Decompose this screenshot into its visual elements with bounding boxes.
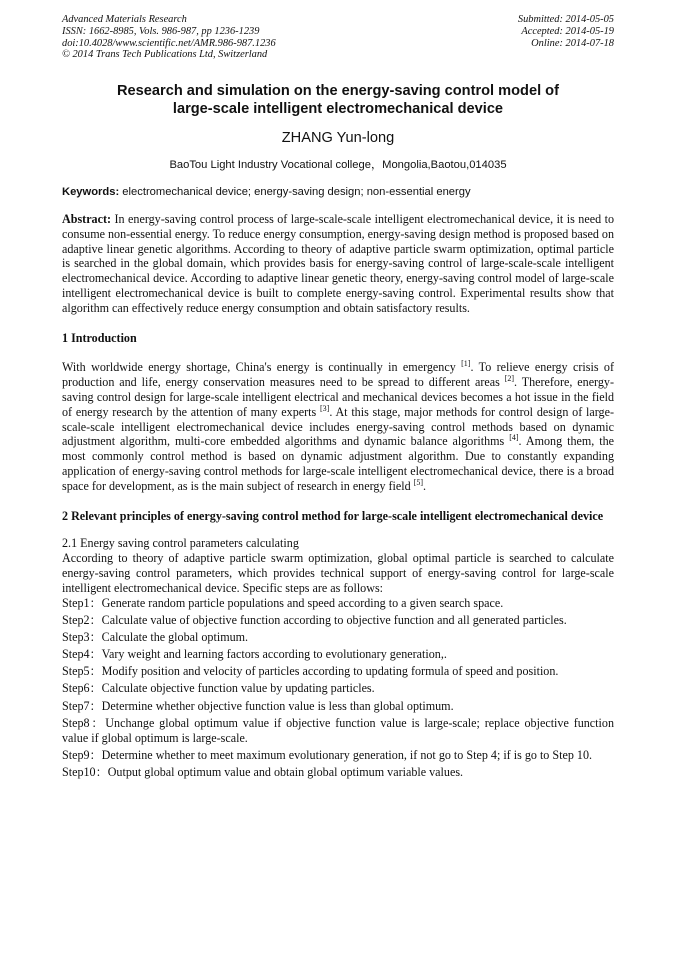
abstract-text: In energy-saving control process of large-scale-scale intelligent electromechanical device, it is need to consume non-essential energy. To reduce energy consumption, energy-saving design method is proposed based on adaptive linear genetic algorithms. According to theory of adaptive particle swarm optimization, optimal particle is searched in the global domain, which provides basis for energy-saving control of large-scale-scale intelligent electromechanical device. According to adaptive linear genetic theory, energy-saving control model of large-scale intelligent electromechanical device is built to complete energy-saving control. Experimental results show that algorithm can effectively reduce energy consumption and obtain satisfactory results.: [62, 212, 614, 315]
publication-header: [62, 14, 614, 64]
accepted-date: Accepted: 2014-05-19: [521, 25, 614, 37]
citation: [1]: [461, 359, 471, 369]
section-1-heading: 1 Introduction: [62, 330, 137, 345]
abstract-label: Abstract:: [62, 212, 112, 226]
publication-info: [62, 14, 276, 61]
publication-dates: [518, 14, 614, 49]
intro-text: With worldwide energy shortage, China's energy is continually in emergency: [62, 360, 462, 375]
step-item: Step8：Unchange global optimum value if objective function value is large-scale; replace objective function value if global optimum is large-scale.: [62, 715, 614, 745]
keywords-text: electromechanical device; energy-saving design; non-essential energy: [119, 186, 471, 198]
keywords-label: Keywords:: [62, 186, 120, 198]
author: ZHANG Yun-long: [281, 130, 395, 146]
citation: [5]: [413, 477, 424, 487]
keywords: [62, 185, 614, 199]
step-item: Step6：Calculate objective function value by updating particles.: [62, 681, 375, 696]
step-item: Step4：Vary weight and learning factors according to evolutionary generation,.: [62, 647, 447, 662]
step-item: Step2：Calculate value of objective function according to objective function and all generated particles.: [62, 612, 567, 627]
intro-text: . Therefore, energy-saving control design for large-scale intelligent electrical and mechanical devices becomes a hot issue in the field of energy research by the attention of many experts: [62, 375, 614, 419]
subsection-2-1-intro: According to theory of adaptive particle swarm optimization, global optimal particle is searched to calculate energy-saving control parameters, which provides technical support of energy-saving control for large-scale intelligent electromechanical device. Specific steps are as follows:: [62, 551, 614, 595]
copyright: © 2014 Trans Tech Publications Ltd, Switzerland: [62, 49, 268, 61]
steps-list: [62, 596, 614, 780]
intro-text: . Among them, the most commonly control method is based on dynamic adjustment algorithm. Due to constantly expanding application of energy-saving control methods for large-scale intelligent electromechanical device, there is a broad space for development, as is the main subject of research in energy field: [62, 434, 615, 493]
step-item: Step10：Output global optimum value and obtain global optimum variable values.: [62, 765, 464, 780]
step-item: Step3：Calculate the global optimum.: [62, 629, 249, 644]
citation: [4]: [509, 433, 519, 443]
section-2-heading: 2 Relevant principles of energy-saving control method for large-scale intelligent electromechanical device: [62, 508, 604, 523]
intro-text: . At this stage, major methods for control design of large-scale-scale intelligent electromechanical device includes energy-saving control methods based on dynamic adjustment algorithm, multi-core embedded algorithms and dynamic balance algorithms: [62, 404, 614, 449]
title-line-1: Research and simulation on the energy-saving control model of: [117, 83, 559, 99]
intro-text: . To relieve energy crisis of production and life, energy conservation measures need to be spread to different areas: [62, 360, 614, 390]
abstract: [62, 212, 614, 316]
doi: doi:10.4028/www.scientific.net/AMR.986-987.1236: [62, 37, 276, 49]
introduction-paragraph: [62, 360, 614, 493]
step-item: Step7：Determine whether objective function value is less than global optimum.: [62, 698, 454, 713]
affiliation: BaoTou Light Industry Vocational college，Mongolia,Baotou,014035: [169, 159, 507, 171]
step-item: Step5：Modify position and velocity of particles according to updating formula of speed and position.: [62, 664, 559, 679]
journal-name: Advanced Materials Research: [62, 14, 187, 25]
issn: ISSN: 1662-8985, Vols. 986-987, pp 1236-1239: [62, 25, 260, 37]
step-item: Step1：Generate random particle populations and speed according to a given search space.: [62, 595, 504, 610]
title-line-2: large-scale intelligent electromechanical device: [172, 101, 504, 117]
intro-text: .: [423, 478, 427, 493]
online-date: Online: 2014-07-18: [531, 37, 614, 49]
paper-page: [62, 14, 614, 780]
citation: [2]: [504, 374, 515, 384]
citation: [3]: [320, 403, 330, 413]
subsection-2-1-heading: 2.1 Energy saving control parameters calculating: [62, 536, 299, 551]
step-item: Step9：Determine whether to meet maximum evolutionary generation, if not go to Step 4; if is go to Step 10.: [62, 747, 593, 762]
paper-title: [62, 82, 614, 118]
submitted-date: Submitted: 2014-05-05: [517, 14, 614, 25]
